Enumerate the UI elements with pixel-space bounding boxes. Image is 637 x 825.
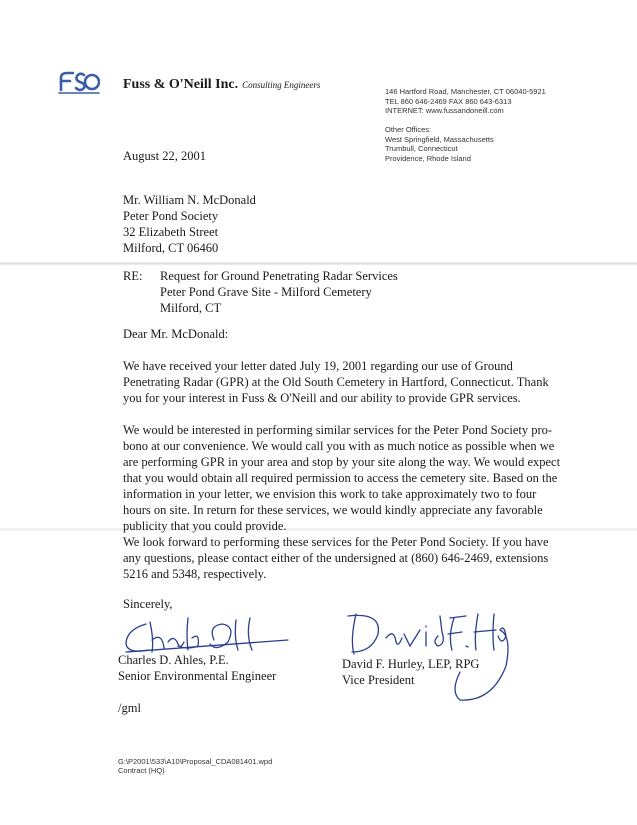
- paragraph-line: are performing GPR in your area and stop by your site along the way. We would expect: [123, 455, 561, 469]
- signatory-name: David F. Hurley, LEP, RPG: [342, 657, 480, 671]
- file-reference: [118, 757, 272, 775]
- company-name: [123, 77, 320, 93]
- contract-ref: Contract (HQ): [118, 766, 165, 775]
- signatory-title: Vice President: [342, 673, 415, 687]
- signatory-title: Senior Environmental Engineer: [118, 669, 277, 683]
- signatory-hurley: [342, 656, 479, 688]
- paragraph-line: publicity that you could provide.: [123, 519, 287, 533]
- paragraph-line: 5216 and 5348, respectively.: [123, 567, 267, 581]
- recipient-line: Peter Pond Society: [123, 209, 219, 223]
- paragraph-line: We have received your letter dated July 19, 2001 regarding our use of Ground: [123, 359, 513, 373]
- paragraph-line: information in your letter, we envision this work to take approximately two to four: [123, 487, 537, 501]
- office-line: Trumbull, Connecticut: [385, 144, 458, 153]
- company-address-block: [385, 87, 546, 116]
- recipient-line: Milford, CT 06460: [123, 241, 219, 255]
- signatory-name: Charles D. Ahles, P.E.: [118, 653, 229, 667]
- other-offices-block: [385, 125, 494, 163]
- paper-fold: [0, 262, 637, 265]
- re-label: RE:: [123, 269, 143, 283]
- company-logo-icon: [58, 68, 100, 96]
- signatory-ahles: [118, 652, 276, 684]
- recipient-address: [123, 192, 256, 256]
- office-line: West Springfield, Massachusetts: [385, 134, 494, 144]
- re-line: Peter Pond Grave Site - Milford Cemetery: [160, 285, 372, 299]
- company-name-text: Fuss & O'Neill Inc.: [123, 77, 239, 92]
- company-tagline: Consulting Engineers: [242, 80, 321, 90]
- offices-heading: Other Offices:: [385, 125, 432, 134]
- office-line: Providence, Rhode Island: [385, 153, 471, 163]
- re-line: Milford, CT: [160, 301, 222, 315]
- paragraph-line: that you would obtain all required permission to access the cemetery site. Based on the: [123, 471, 558, 485]
- paragraph-line: bono at our convenience. We would call you with as much notice as possible when we: [123, 439, 555, 453]
- paragraph-line: We look forward to performing these services for the Peter Pond Society. If you have: [123, 535, 549, 549]
- paragraph-line: We would be interested in performing similar services for the Peter Pond Society pro-: [123, 423, 553, 437]
- closing: Sincerely,: [123, 597, 173, 611]
- website-line: INTERNET: www.fussandoneill.com: [385, 106, 504, 115]
- paragraph-line: any questions, please contact either of the undersigned at (860) 646-2469, extensions: [123, 551, 549, 565]
- typist-initials: /gml: [118, 701, 141, 715]
- paragraph-line: Penetrating Radar (GPR) at the Old South Cemetery in Hartford, Connecticut. Thank: [123, 375, 549, 389]
- paragraph-line: you for your interest in Fuss & O'Neill and our ability to provide GPR services.: [123, 391, 521, 405]
- body-paragraph: [123, 358, 553, 406]
- re-subject: [160, 268, 398, 316]
- re-line: Request for Ground Penetrating Radar Services: [160, 269, 398, 283]
- recipient-line: Mr. William N. McDonald: [123, 193, 256, 207]
- paragraph-line: hours on site. In return for these services, we would kindly appreciate any favorable: [123, 503, 543, 517]
- address-line: 146 Hartford Road, Manchester, CT 06040-5921: [385, 87, 546, 96]
- salutation: Dear Mr. McDonald:: [123, 327, 229, 341]
- body-paragraph: [123, 422, 561, 534]
- recipient-line: 32 Elizabeth Street: [123, 225, 219, 239]
- file-path: G:\P2001\533\A10\Proposal_CDA081401.wpd: [118, 757, 273, 766]
- body-paragraph: [123, 534, 553, 582]
- letter-date: August 22, 2001: [123, 149, 206, 163]
- phone-fax-line: TEL 860 646-2469 FAX 860 643-6313: [385, 96, 512, 106]
